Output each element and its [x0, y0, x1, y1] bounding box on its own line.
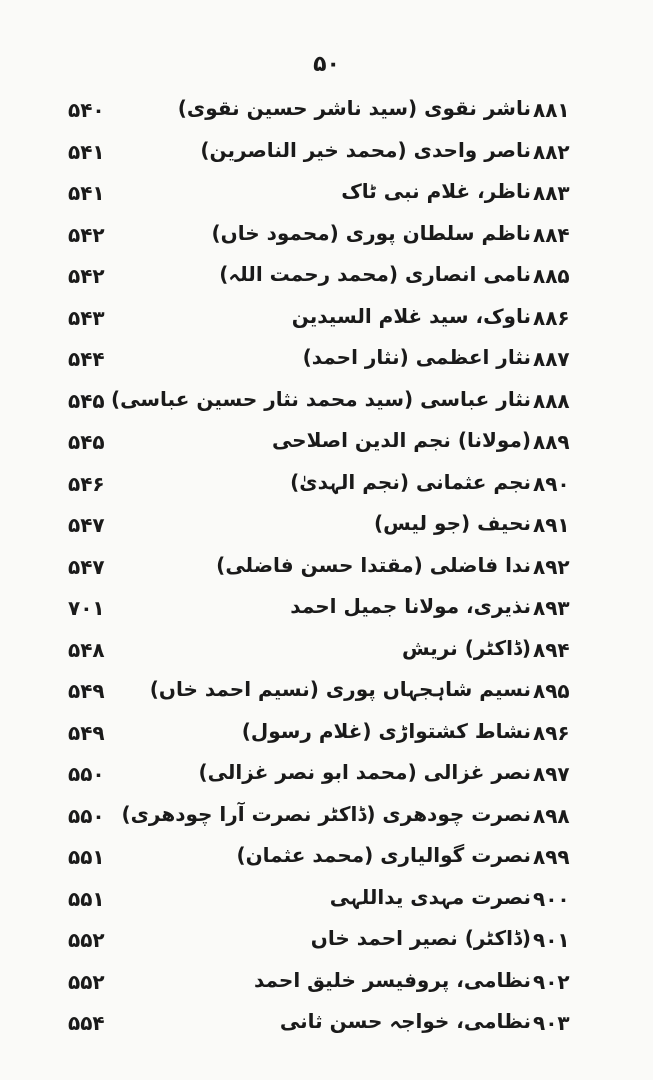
entry-name: نثار عباسی (سید محمد نثار حسین عباسی) [111, 386, 531, 411]
index-row [0, 337, 653, 379]
entry-page: ۵۴۵ [68, 430, 105, 454]
entry-name: ناشر نقوی (سید ناشر حسین نقوی) [177, 96, 531, 120]
entry-page: ۷۰۱ [68, 596, 105, 620]
entry-number: ۸۹۷ [533, 762, 570, 786]
entry-number: ۹۰۱ [533, 928, 570, 952]
entry-page: ۵۵۲ [68, 928, 105, 952]
entry-page: ۵۴۱ [68, 181, 105, 205]
entry-name: نثار اعظمی (نثار احمد) [302, 345, 531, 369]
index-row [0, 835, 653, 877]
entry-page: ۵۴۹ [68, 720, 105, 745]
entry-name: ناظر، غلام نبی ٹاک [341, 179, 531, 203]
entry-page: ۵۴۷ [68, 513, 105, 537]
entry-number: ۸۸۳ [533, 181, 570, 205]
entry-page: ۵۴۰ [68, 98, 105, 122]
entry-name: نظامی، خواجہ حسن ثانی [279, 1009, 531, 1033]
index-row [0, 296, 653, 338]
entry-number: ۸۸۶ [533, 305, 570, 330]
entry-page: ۵۴۶ [68, 471, 105, 496]
entry-number: ۸۸۸ [533, 388, 570, 413]
page-number: ۵۰ [313, 52, 340, 77]
index-row [0, 213, 653, 255]
index-row [0, 877, 653, 919]
index-row [0, 628, 653, 670]
entry-page: ۵۴۸ [68, 637, 105, 662]
entry-page: ۵۴۴ [68, 347, 105, 371]
entry-number: ۸۹۳ [533, 596, 570, 620]
entry-number: ۸۹۰ [533, 471, 570, 496]
entry-page: ۵۵۰ [68, 762, 105, 786]
index-row [0, 794, 653, 836]
entry-name: نحیف (جو لیس) [373, 511, 531, 535]
entry-page: ۵۵۰ [68, 803, 105, 828]
index-row [0, 379, 653, 421]
index-row [0, 711, 653, 753]
entry-page: ۵۵۱ [68, 886, 105, 911]
entry-name: ناصر واحدی (محمد خیر الناصرین) [200, 137, 531, 162]
entry-name: نسیم شاہجہاں پوری (نسیم احمد خاں) [149, 677, 531, 701]
entry-number: ۸۹۵ [533, 679, 570, 703]
entry-name: (ڈاکٹر) نریش [402, 635, 531, 660]
entry-page: ۵۴۹ [68, 679, 105, 703]
entry-name: ناظم سلطان پوری (محمود خاں) [211, 220, 531, 245]
entry-number: ۸۸۱ [533, 98, 570, 122]
index-row [0, 545, 653, 587]
index-row [0, 130, 653, 172]
entry-page: ۵۵۱ [68, 845, 105, 869]
entry-name: (ڈاکٹر) نصیر احمد خاں [310, 926, 531, 950]
entry-number: ۸۹۲ [533, 554, 570, 579]
entry-number: ۸۸۴ [533, 222, 570, 247]
entry-number: ۸۸۵ [533, 264, 570, 288]
entry-number: ۸۹۸ [533, 803, 570, 828]
entry-name: نصر غزالی (محمد ابو نصر غزالی) [198, 760, 531, 784]
entry-name: نصرت چودھری (ڈاکٹر نصرت آرا چودھری) [121, 801, 531, 826]
index-row [0, 669, 653, 711]
entry-page: ۵۴۵ [68, 388, 105, 413]
entry-name: نذیری، مولانا جمیل احمد [290, 594, 531, 618]
index-row [0, 462, 653, 504]
entry-page: ۵۴۲ [68, 264, 105, 288]
entry-name: نصرت گوالیاری (محمد عثمان) [236, 843, 531, 867]
index-row [0, 88, 653, 130]
index-row [0, 960, 653, 1002]
entry-name: (مولانا) نجم الدین اصلاحی [271, 428, 531, 452]
entry-number: ۸۹۶ [533, 720, 570, 745]
entry-number: ۹۰۳ [533, 1011, 570, 1035]
index-row [0, 254, 653, 296]
entry-number: ۸۹۴ [533, 637, 570, 662]
entry-page: ۵۴۷ [68, 554, 105, 579]
entry-page: ۵۵۲ [68, 969, 105, 994]
entry-number: ۸۸۷ [533, 347, 570, 371]
entry-page: ۵۴۱ [68, 139, 105, 164]
entry-page: ۵۵۴ [68, 1011, 105, 1035]
entry-name: نجم عثمانی (نجم الہدیٰ) [290, 469, 531, 494]
index-row [0, 752, 653, 794]
index-row [0, 918, 653, 960]
entry-number: ۸۹۹ [533, 845, 570, 869]
entry-number: ۸۸۲ [533, 139, 570, 164]
index-row [0, 420, 653, 462]
index-row [0, 1001, 653, 1043]
entry-name: ندا فاضلی (مقتدا حسن فاضلی) [216, 552, 531, 577]
entry-page: ۵۴۳ [68, 305, 105, 330]
entry-name: نامی انصاری (محمد رحمت اللہ) [219, 262, 531, 286]
entry-number: ۸۸۹ [533, 430, 570, 454]
entry-page: ۵۴۲ [68, 222, 105, 247]
entry-number: ۹۰۲ [533, 969, 570, 994]
entry-number: ۹۰۰ [533, 886, 570, 911]
index-row [0, 503, 653, 545]
index-list [0, 88, 653, 1043]
entry-name: نصرت مہدی یداللہی [329, 884, 531, 909]
entry-number: ۸۹۱ [533, 513, 570, 537]
index-row [0, 586, 653, 628]
entry-name: ناوک، سید غلام السیدین [291, 303, 531, 328]
entry-name: نشاط کشتواڑی (غلام رسول) [241, 718, 531, 743]
index-row [0, 171, 653, 213]
entry-name: نظامی، پروفیسر خلیق احمد [253, 967, 531, 992]
